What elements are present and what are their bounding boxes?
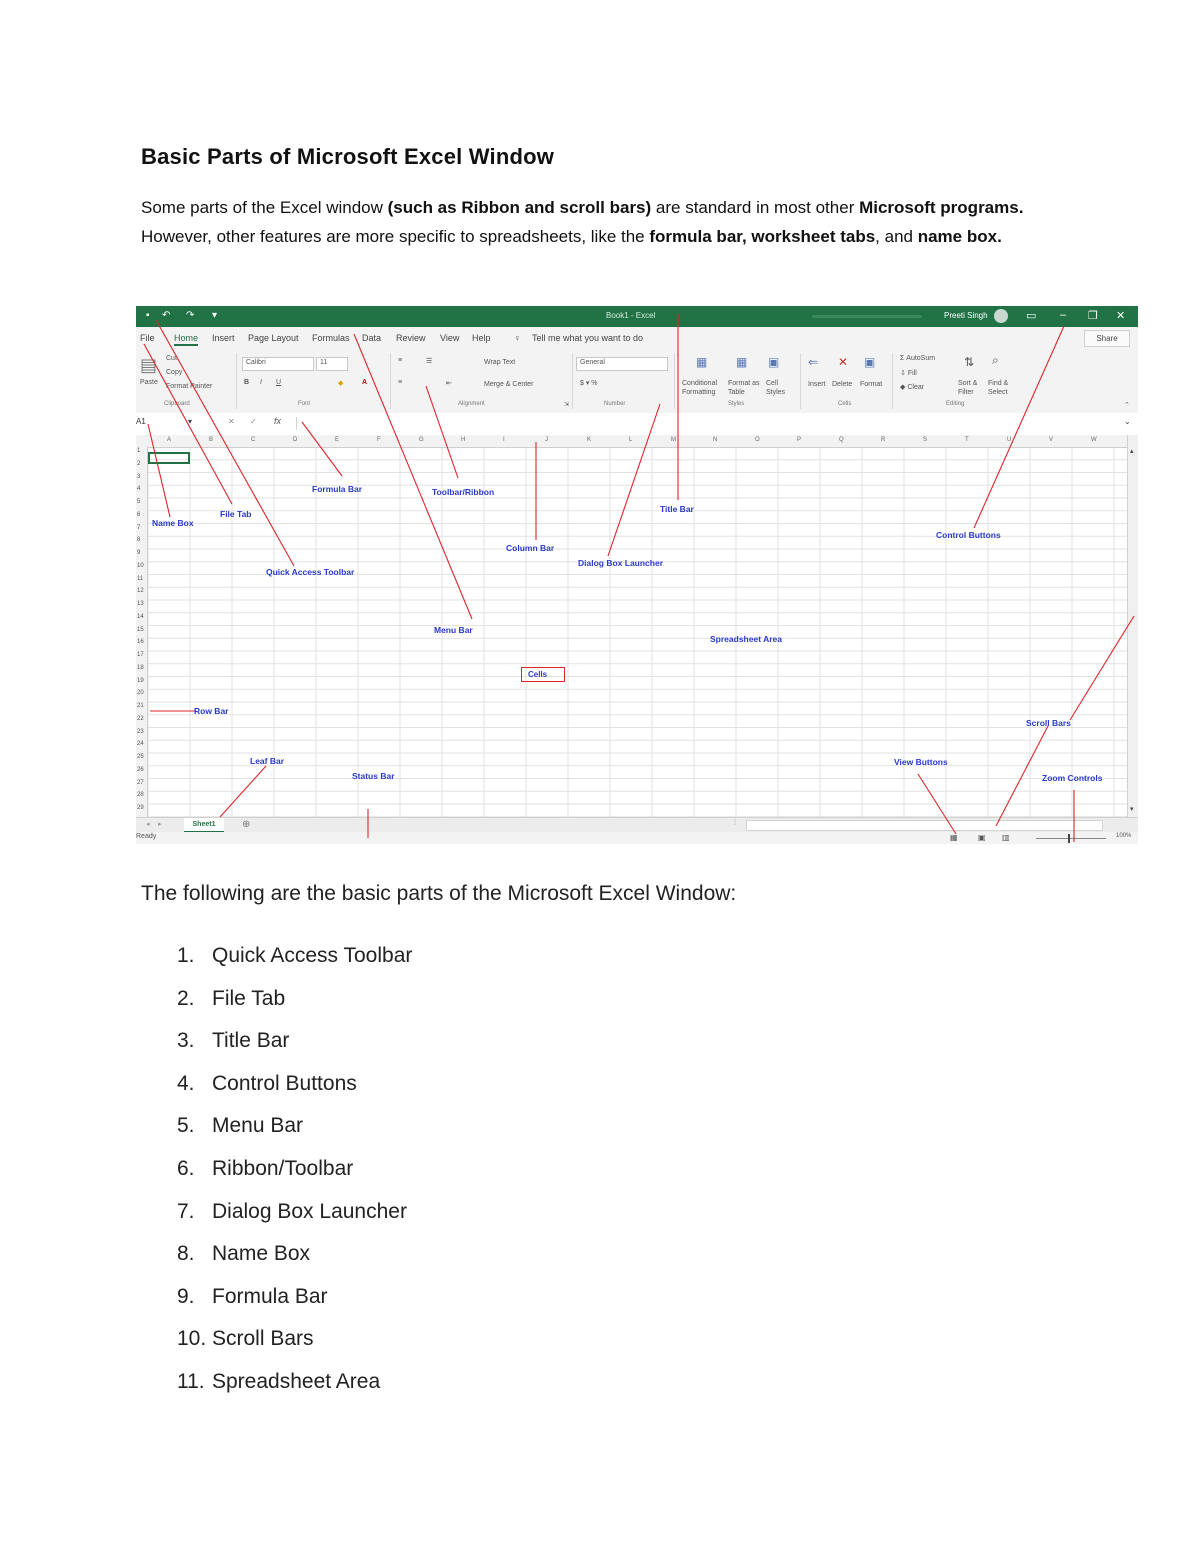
column-header: M bbox=[671, 437, 676, 443]
list-item-number: 10. bbox=[177, 1327, 207, 1351]
sort-filter-icon: ⇅ bbox=[964, 355, 975, 369]
arrow-name-box bbox=[148, 424, 170, 517]
row-header: 18 bbox=[137, 664, 144, 671]
underline-icon: U bbox=[276, 379, 282, 386]
row-header: 9 bbox=[137, 550, 141, 556]
anno-quick-access: Quick Access Toolbar bbox=[266, 567, 355, 577]
column-header: T bbox=[965, 437, 969, 443]
row-header: 12 bbox=[137, 588, 144, 595]
status-ready: Ready bbox=[136, 833, 157, 840]
sheet-tab-sheet1: Sheet1 bbox=[184, 818, 224, 833]
intro-run: formula bar, worksheet tabs bbox=[649, 227, 876, 246]
format-cells-icon: ▣ bbox=[864, 355, 876, 369]
column-header: Q bbox=[839, 437, 844, 443]
list-item-label: Dialog Box Launcher bbox=[212, 1199, 407, 1223]
find-select-label: Find & Select bbox=[988, 380, 1009, 396]
arrow-menu-bar bbox=[354, 334, 472, 619]
enter-icon: ✓ bbox=[250, 417, 257, 426]
align-middle-icon: ☰ bbox=[426, 358, 433, 365]
conditional-formatting-icon: ▦ bbox=[696, 355, 708, 369]
row-header: 23 bbox=[137, 728, 144, 735]
font-color-icon: A bbox=[362, 379, 368, 386]
autosum-label: Σ AutoSum bbox=[900, 355, 936, 362]
arrow-control-buttons bbox=[974, 326, 1064, 528]
list-item-number: 6. bbox=[177, 1156, 195, 1180]
number-format-box: General bbox=[576, 357, 668, 371]
intro-run: However, other features are more specific to spreadsheets, like the bbox=[141, 227, 650, 246]
fill-label: ⇩ Fill bbox=[900, 370, 917, 377]
cell-styles-label: Cell Styles bbox=[766, 380, 786, 396]
italic-icon: I bbox=[260, 379, 262, 386]
list-item-number: 9. bbox=[177, 1284, 195, 1308]
row-header: 15 bbox=[137, 626, 144, 633]
page-break-view-icon: ▥ bbox=[1002, 833, 1010, 842]
anno-leaf-bar: Leaf Bar bbox=[250, 756, 285, 766]
share-button: Share bbox=[1084, 330, 1130, 347]
format-label: Format bbox=[860, 381, 883, 388]
column-header: C bbox=[251, 437, 256, 443]
dialog-launcher-icon: ⇲ bbox=[564, 402, 570, 408]
sort-filter-label: Sort & Filter bbox=[958, 380, 978, 396]
redo-icon: ↷ bbox=[186, 310, 195, 321]
column-header: J bbox=[545, 437, 548, 443]
anno-name-box: Name Box bbox=[152, 518, 194, 528]
user-name: Preeti Singh bbox=[944, 311, 988, 320]
group-number: Number bbox=[604, 401, 626, 407]
row-header: 24 bbox=[137, 741, 144, 748]
font-name-box: Calibri bbox=[242, 357, 314, 371]
clear-label: ◆ Clear bbox=[900, 384, 925, 391]
list-item-number: 11. bbox=[177, 1369, 205, 1393]
scroll-up-icon: ▴ bbox=[1130, 448, 1134, 455]
intro-run: (such as Ribbon and scroll bars) bbox=[387, 198, 652, 217]
column-header: S bbox=[923, 437, 928, 443]
arrow-dialog-launcher bbox=[608, 404, 660, 556]
menu-insert: Insert bbox=[212, 333, 235, 343]
column-header: P bbox=[797, 437, 802, 443]
anno-scroll-bars: Scroll Bars bbox=[1026, 718, 1071, 728]
arrow-toolbar-ribbon bbox=[426, 386, 458, 478]
row-header: 25 bbox=[137, 754, 144, 760]
document-title: Basic Parts of Microsoft Excel Window bbox=[141, 144, 555, 169]
row-header: 28 bbox=[137, 792, 144, 799]
normal-view-icon: ▦ bbox=[950, 833, 958, 842]
arrow-scroll-bars-horizontal bbox=[996, 726, 1048, 826]
menu-formulas: Formulas bbox=[312, 333, 350, 343]
menu-review: Review bbox=[396, 333, 426, 343]
row-header: 27 bbox=[137, 779, 144, 786]
anno-toolbar-ribbon: Toolbar/Ribbon bbox=[432, 487, 495, 497]
column-header: R bbox=[881, 437, 886, 443]
list-item-label: Quick Access Toolbar bbox=[212, 944, 413, 967]
anno-cells: Cells bbox=[528, 670, 548, 679]
anno-zoom-controls: Zoom Controls bbox=[1042, 773, 1103, 783]
align-left-icon: ≡ bbox=[398, 379, 403, 386]
column-header: H bbox=[461, 437, 466, 443]
list-item-label: File Tab bbox=[212, 986, 286, 1010]
intro-run: Some parts of the Excel window bbox=[141, 198, 388, 217]
row-header: 1 bbox=[137, 448, 141, 454]
expand-formula-icon: ⌄ bbox=[1124, 417, 1131, 426]
list-item-label: Formula Bar bbox=[212, 1284, 328, 1308]
column-header: K bbox=[587, 437, 592, 443]
fill-color-icon: ◆ bbox=[338, 380, 344, 387]
arrow-view-buttons bbox=[918, 774, 956, 834]
anno-dialog-launcher: Dialog Box Launcher bbox=[578, 558, 664, 568]
row-header: 8 bbox=[137, 537, 141, 544]
delete-label: Delete bbox=[832, 381, 853, 388]
scroll-down-icon: ▾ bbox=[1130, 806, 1134, 813]
row-header: 22 bbox=[137, 715, 144, 722]
indent-icon: ⇤ bbox=[446, 380, 452, 387]
add-sheet-icon: ⊕ bbox=[242, 819, 251, 830]
row-header: 4 bbox=[137, 486, 141, 493]
row-header: 11 bbox=[137, 575, 144, 582]
zoom-level: 100% bbox=[1116, 833, 1132, 839]
name-box-dropdown-icon: ▾ bbox=[188, 417, 193, 426]
arrow-file-tab bbox=[144, 344, 232, 504]
group-editing: Editing bbox=[946, 401, 965, 407]
anno-status-bar: Status Bar bbox=[352, 771, 395, 781]
group-clipboard: Clipboard bbox=[164, 401, 190, 407]
row-header: 3 bbox=[137, 473, 141, 480]
anno-row-bar: Row Bar bbox=[194, 706, 229, 716]
intro-run: are standard in most other bbox=[651, 198, 860, 217]
row-header: 16 bbox=[137, 639, 144, 646]
list-item-label: Menu Bar bbox=[212, 1114, 304, 1138]
merge-center-label: Merge & Center bbox=[484, 381, 534, 388]
row-header: 13 bbox=[137, 601, 144, 607]
undo-icon: ↶ bbox=[162, 310, 171, 321]
column-header: B bbox=[209, 437, 214, 443]
format-as-table-label: Format as Table bbox=[728, 380, 760, 396]
menu-page-layout: Page Layout bbox=[248, 333, 299, 343]
menu-help: Help bbox=[472, 333, 491, 343]
fx-icon: fx bbox=[274, 416, 282, 426]
format-painter-label: Format Painter bbox=[166, 383, 213, 390]
insert-cells-icon: ⇐ bbox=[808, 355, 819, 369]
window-document-title: Book1 - Excel bbox=[606, 311, 656, 320]
intro-run: , and bbox=[875, 227, 918, 246]
conditional-formatting-label: Conditional Formatting bbox=[682, 380, 718, 396]
excel-screenshot bbox=[136, 306, 1138, 844]
list-item-label: Scroll Bars bbox=[212, 1327, 314, 1351]
delete-cells-icon: ✕ bbox=[838, 355, 849, 369]
column-header: G bbox=[419, 437, 424, 443]
list-lead: The following are the basic parts of the Microsoft Excel Window: bbox=[141, 882, 737, 905]
anno-title-bar: Title Bar bbox=[660, 504, 694, 514]
menu-view: View bbox=[440, 333, 460, 343]
menu-file: File bbox=[140, 333, 155, 343]
intro-paragraph bbox=[141, 193, 1046, 251]
group-styles: Styles bbox=[728, 401, 745, 407]
list-item-label: Control Buttons bbox=[212, 1071, 357, 1095]
ribbon-display-icon: ▭ bbox=[1026, 310, 1037, 322]
intro-run: name box. bbox=[917, 227, 1002, 246]
row-header: 19 bbox=[137, 677, 144, 684]
column-header: I bbox=[503, 437, 505, 443]
row-header: 26 bbox=[137, 766, 144, 773]
column-header: V bbox=[1049, 437, 1054, 443]
arrow-leaf-bar bbox=[220, 766, 266, 817]
list-item-number: 7. bbox=[177, 1199, 195, 1223]
anno-menu-bar: Menu Bar bbox=[434, 625, 473, 635]
list-item-label: Name Box bbox=[212, 1242, 311, 1266]
paste-label: Paste bbox=[140, 379, 158, 386]
list-item-number: 1. bbox=[177, 944, 195, 967]
cancel-icon: ✕ bbox=[228, 417, 235, 426]
currency-icon: $ ▾ % bbox=[580, 380, 598, 387]
column-header: N bbox=[713, 437, 718, 443]
anno-file-tab: File Tab bbox=[220, 509, 252, 519]
row-header: 14 bbox=[137, 613, 144, 620]
list-item-label: Ribbon/Toolbar bbox=[212, 1156, 354, 1180]
row-header: 5 bbox=[137, 499, 141, 505]
row-header: 10 bbox=[137, 562, 144, 569]
row-header: 2 bbox=[137, 460, 141, 467]
anno-formula-bar: Formula Bar bbox=[312, 484, 363, 494]
font-size-box: 11 bbox=[316, 357, 348, 371]
lightbulb-icon: ♀ bbox=[514, 333, 521, 343]
name-box: A1 bbox=[136, 417, 146, 426]
cut-label: Cut bbox=[166, 355, 177, 362]
align-top-icon: ≡ bbox=[398, 357, 403, 364]
collapse-ribbon-icon: ⌃ bbox=[1124, 402, 1130, 409]
arrow-scroll-bars-vertical bbox=[1070, 616, 1134, 720]
column-header: D bbox=[293, 437, 298, 443]
column-header: O bbox=[755, 437, 760, 443]
anno-view-buttons: View Buttons bbox=[894, 757, 948, 767]
anno-column-bar: Column Bar bbox=[506, 543, 555, 553]
arrow-formula-bar bbox=[302, 422, 342, 476]
paste-icon: ▤ bbox=[140, 355, 158, 375]
close-icon: ✕ bbox=[1116, 310, 1126, 322]
find-select-icon: ⌕ bbox=[992, 353, 999, 367]
column-header: L bbox=[629, 437, 633, 443]
arrow-quick-access bbox=[156, 320, 294, 566]
column-header: U bbox=[1007, 437, 1012, 443]
group-cells: Cells bbox=[838, 401, 852, 407]
list-item-number: 3. bbox=[177, 1029, 195, 1053]
column-header: W bbox=[1091, 437, 1097, 443]
column-header: E bbox=[335, 437, 340, 443]
menu-data: Data bbox=[362, 333, 382, 343]
row-header: 29 bbox=[137, 805, 144, 811]
group-font: Font bbox=[298, 401, 311, 407]
list-item-label: Spreadsheet Area bbox=[212, 1369, 381, 1393]
prev-sheet-icon: ◂ bbox=[146, 821, 150, 828]
column-header: F bbox=[377, 437, 381, 443]
group-alignment: Alignment bbox=[458, 401, 485, 407]
save-icon: ▪ bbox=[146, 310, 150, 321]
next-sheet-icon: ▸ bbox=[158, 821, 162, 828]
minimize-icon: – bbox=[1060, 309, 1067, 321]
wrap-text-label: Wrap Text bbox=[484, 359, 516, 366]
anno-control-buttons: Control Buttons bbox=[936, 530, 1001, 540]
anno-spreadsheet-area: Spreadsheet Area bbox=[710, 634, 782, 644]
column-header: A bbox=[167, 437, 172, 443]
intro-run: Microsoft programs. bbox=[859, 198, 1024, 217]
bold-icon: B bbox=[244, 379, 250, 386]
row-header: 6 bbox=[137, 511, 141, 518]
tell-me-box: Tell me what you want to do bbox=[532, 333, 644, 343]
hscroll-split-icon: ⁞ bbox=[734, 820, 736, 827]
list-item-number: 4. bbox=[177, 1071, 195, 1095]
row-header: 20 bbox=[137, 690, 144, 697]
list-item-number: 5. bbox=[177, 1114, 195, 1138]
row-header: 7 bbox=[137, 524, 141, 531]
row-header: 17 bbox=[137, 652, 144, 658]
insert-label: Insert bbox=[808, 381, 826, 388]
row-header: 21 bbox=[137, 703, 144, 709]
menu-home: Home bbox=[174, 333, 198, 346]
restore-icon: ❐ bbox=[1088, 310, 1098, 322]
page-layout-view-icon: ▣ bbox=[978, 833, 986, 842]
list-item-number: 8. bbox=[177, 1242, 195, 1266]
copy-label: Copy bbox=[166, 369, 183, 376]
list-item-number: 2. bbox=[177, 986, 195, 1010]
cell-styles-icon: ▣ bbox=[768, 355, 780, 369]
format-as-table-icon: ▦ bbox=[736, 355, 748, 369]
list-item-label: Title Bar bbox=[212, 1029, 290, 1053]
customize-qat-icon: ▾ bbox=[212, 310, 218, 321]
